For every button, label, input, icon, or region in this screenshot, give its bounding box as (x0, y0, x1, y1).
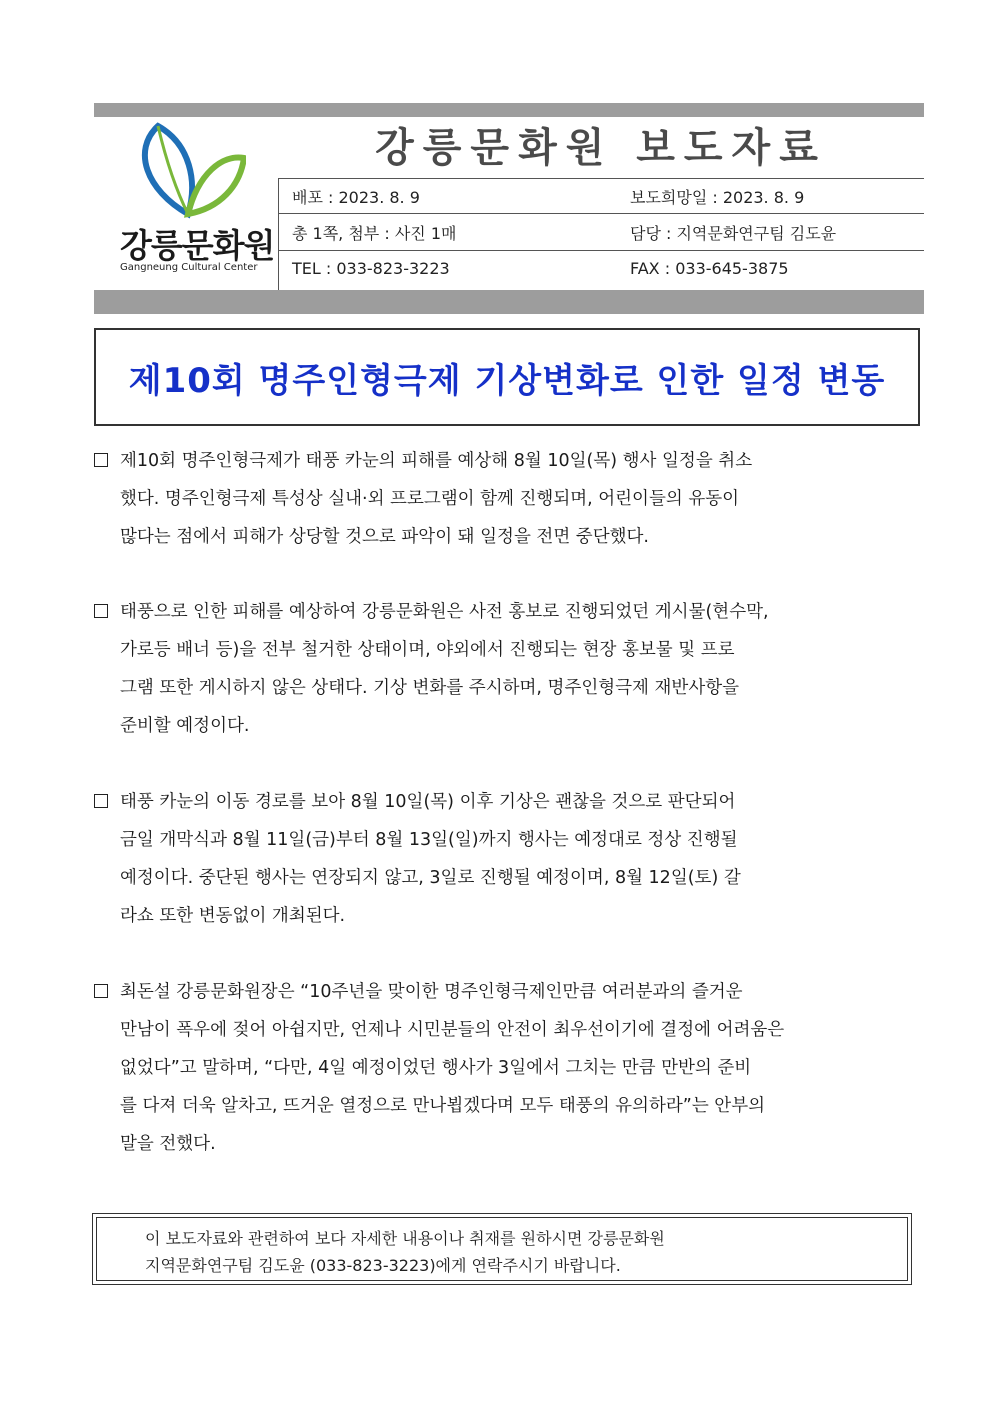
header-bottom-bar (94, 290, 924, 314)
contact-note-line: 지역문화연구팀 김도윤 (033-823-3223)에게 연락주시기 바랍니다. (145, 1256, 621, 1275)
header-divider (278, 178, 924, 179)
header-divider (278, 250, 924, 251)
fax: FAX : 033-645-3875 (630, 259, 789, 278)
paragraph-line: 그램 또한 게시하지 않은 상태다. 기상 변화를 주시하며, 명주인형극제 재반사항을 (120, 678, 740, 698)
paragraph-line: 했다. 명주인형극제 특성상 실내·외 프로그램이 함께 진행되며, 어린이들의 유동이 (120, 489, 740, 509)
contact-person: 담당 : 지역문화연구팀 김도윤 (630, 224, 837, 243)
paragraph-line: 예정이다. 중단된 행사는 연장되지 않고, 3일로 진행될 예정이며, 8월 12일(토) 갈 (120, 868, 741, 888)
paragraph-line: 많다는 점에서 피해가 상당할 것으로 파악이 돼 일정을 전면 중단했다. (120, 527, 649, 547)
paragraph-line: 제10회 명주인형극제가 태풍 카눈의 피해를 예상해 8월 10일(목) 행사 일정을 취소 (120, 451, 753, 471)
paragraph-line: 만남이 폭우에 젖어 아쉽지만, 언제나 시민분들의 안전이 최우선이기에 결정에 어려움은 (120, 1020, 785, 1040)
headline: 제10회 명주인형극제 기상변화로 인한 일정 변동 (128, 360, 886, 401)
header-divider (278, 213, 924, 214)
paragraph-line: 태풍으로 인한 피해를 예상하여 강릉문화원은 사전 홍보로 진행되었던 게시물(현수막, (120, 602, 769, 622)
paragraph-line: 태풍 카눈의 이동 경로를 보아 8월 10일(목) 이후 기상은 괜찮을 것으로 판단되어 (120, 792, 736, 812)
logo-korean-name: 강릉문화원 (120, 226, 275, 265)
page-title: 강릉문화원 보도자료 (375, 125, 827, 171)
contact-note-line: 이 보도자료와 관련하여 보다 자세한 내용이나 취재를 원하시면 강릉문화원 (145, 1229, 665, 1248)
checkbox-bullet-icon (94, 604, 108, 618)
paragraph-line: 없었다”고 말하며, “다만, 4일 예정이었던 행사가 3일에서 그치는 만큼 만반의 준비 (120, 1058, 752, 1078)
paragraph-line: 가로등 배너 등)을 전부 철거한 상태이며, 야외에서 진행되는 현장 홍보물 및 프로 (120, 640, 735, 660)
header-vertical-divider (278, 178, 279, 290)
logo (106, 120, 276, 280)
release-date: 배포 : 2023. 8. 9 (292, 188, 420, 207)
headline-box (94, 328, 920, 426)
checkbox-bullet-icon (94, 453, 108, 467)
header-top-bar (94, 103, 924, 117)
paragraph-line: 를 다져 더욱 알차고, 뜨거운 열정으로 만나뵙겠다며 모두 태풍의 유의하라”는 안부의 (120, 1096, 766, 1116)
contact-note-box (92, 1213, 912, 1285)
checkbox-bullet-icon (94, 984, 108, 998)
page-count: 총 1쪽, 첨부 : 사진 1매 (292, 224, 457, 243)
paragraph-line: 최돈설 강릉문화원장은 “10주년을 맞이한 명주인형극제인만큼 여러분과의 즐거운 (120, 982, 743, 1002)
paragraph-line: 라쇼 또한 변동없이 개최된다. (120, 906, 346, 926)
paragraph-line: 말을 전했다. (120, 1134, 216, 1154)
logo-english-name: Gangneung Cultural Center (120, 262, 258, 273)
desired-release-date: 보도희망일 : 2023. 8. 9 (630, 188, 805, 207)
leaf-logo-icon (136, 120, 246, 220)
telephone: TEL : 033-823-3223 (292, 259, 450, 278)
checkbox-bullet-icon (94, 794, 108, 808)
paragraph-line: 금일 개막식과 8월 11일(금)부터 8월 13일(일)까지 행사는 예정대로 정상 진행될 (120, 830, 738, 850)
paragraph-line: 준비할 예정이다. (120, 716, 250, 736)
